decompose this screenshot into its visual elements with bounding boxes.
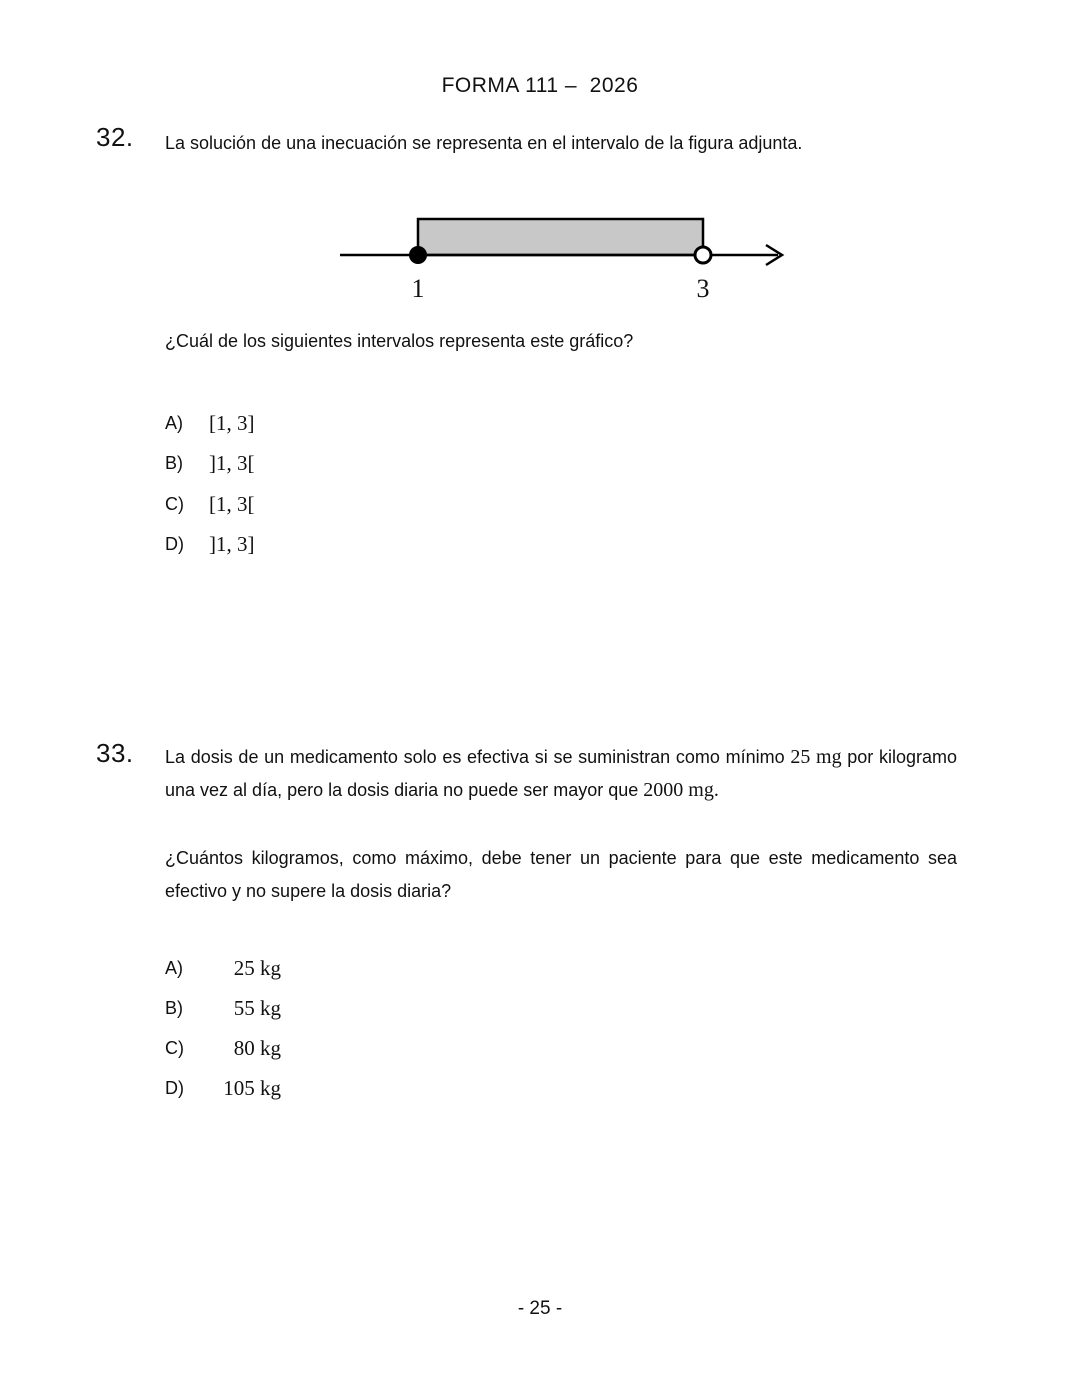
option-value: [1, 3[ (209, 491, 255, 516)
stem-math-2000mg: 2000 mg. (643, 779, 719, 801)
option-33-c (165, 1028, 281, 1068)
option-value: ]1, 3] (209, 532, 255, 557)
option-value: 25 kg (233, 955, 281, 980)
question-33-prompt: ¿Cuántos kilogramos, como máximo, debe tener un paciente para que este medicamento sea efectivo y no supere la dosis diaria? (165, 848, 957, 901)
tick-label-3: 3 (696, 274, 710, 303)
interval-figure (330, 205, 800, 305)
option-value: [1, 3] (209, 410, 255, 435)
option-letter: C) (165, 1037, 184, 1058)
option-32-b (165, 444, 255, 485)
interval-shaded-region (418, 219, 703, 255)
open-endpoint-dot (695, 247, 711, 263)
number-line-figure (330, 205, 800, 305)
option-32-a (165, 403, 255, 444)
option-value: 55 kg (233, 995, 281, 1020)
page-title: FORMA 111 – 2026 (441, 74, 639, 97)
option-32-d (165, 525, 255, 566)
closed-endpoint-dot (409, 246, 427, 264)
question-32-options (165, 403, 255, 565)
stem-math-25mg: 25 mg (790, 746, 842, 768)
option-letter: B) (165, 997, 183, 1018)
question-32-number: 32. (96, 122, 134, 152)
option-33-a (165, 948, 281, 988)
page-number: - 25 - (517, 1298, 563, 1319)
option-letter: A) (165, 957, 183, 978)
question-33-number: 33. (96, 738, 134, 768)
option-letter: A) (165, 412, 183, 433)
option-33-b (165, 988, 281, 1028)
question-32-prompt: ¿Cuál de los siguientes intervalos representa este gráfico? (165, 331, 634, 351)
option-value: ]1, 3[ (209, 451, 255, 476)
option-letter: B) (165, 453, 183, 474)
option-32-c (165, 484, 255, 525)
option-value: 80 kg (233, 1035, 281, 1060)
option-letter: D) (165, 1077, 184, 1098)
question-33-options (165, 948, 281, 1108)
option-letter: D) (165, 534, 184, 555)
option-value: 105 kg (223, 1075, 281, 1100)
tick-label-1: 1 (411, 274, 425, 303)
stem-text-1: La dosis de un medicamento solo es efectiva si se suministran como mínimo (165, 747, 791, 767)
stem-text-2: por kilogramo una vez al día, pero la dosis diaria no puede ser mayor que (165, 747, 958, 800)
option-33-d (165, 1068, 281, 1108)
question-33-stem (165, 741, 957, 807)
question-32-stem: La solución de una inecuación se representa en el intervalo de la figura adjunta. (165, 133, 803, 153)
option-letter: C) (165, 493, 184, 514)
